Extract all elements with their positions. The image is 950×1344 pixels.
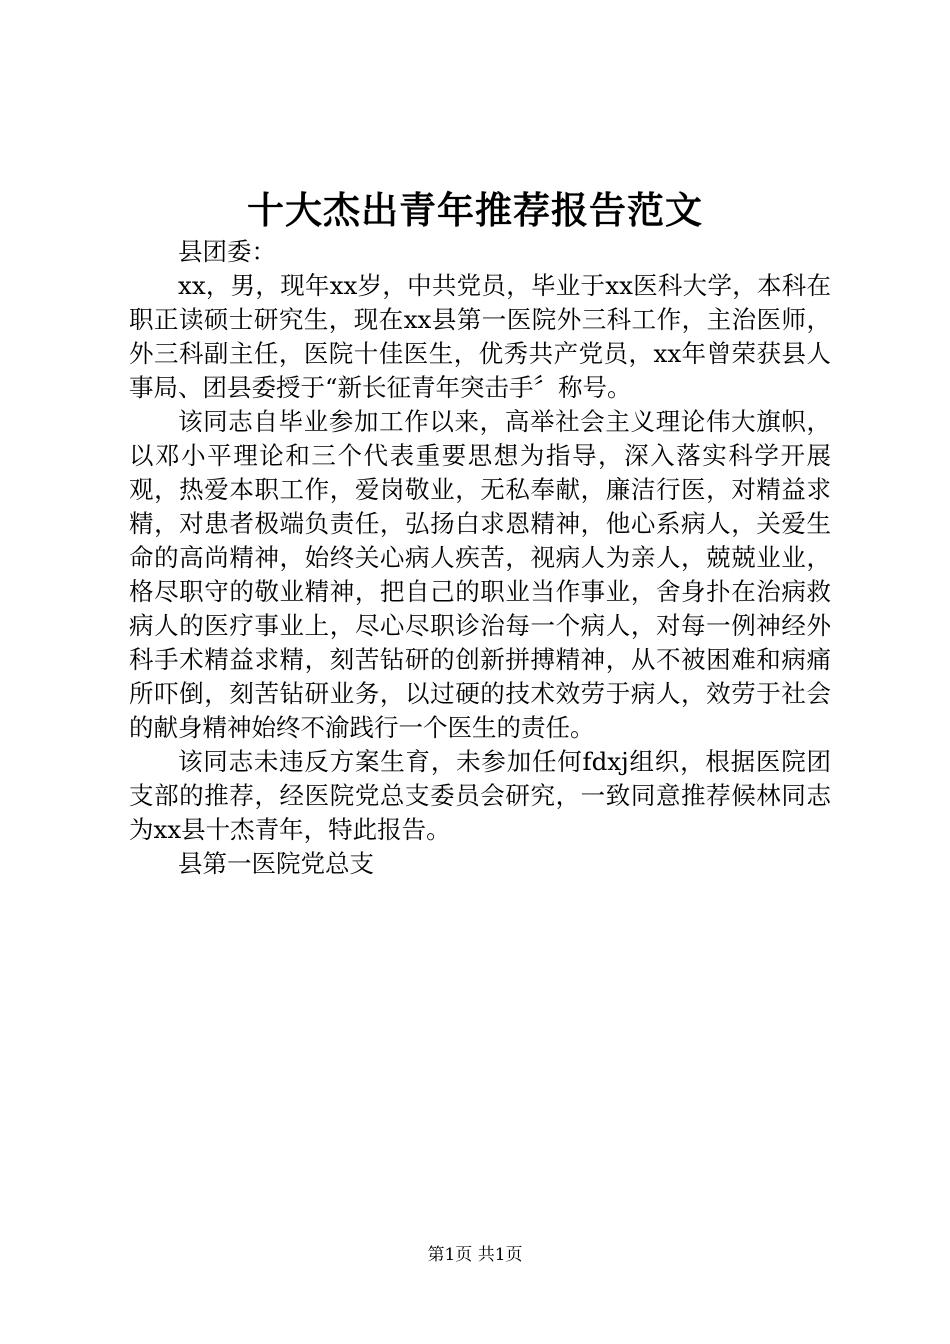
salutation: 县团委： [178,237,276,266]
page-footer: 第1页 共1页 [427,1245,523,1265]
document-title: 十大杰出青年推荐报告范文 [247,188,703,232]
paragraph-1: xx，男，现年xx岁，中共党员，毕业于xx医科大学，本科在职正读硕士研究生，现在xx县第一医院外三科工作，主治医师，外三科副主任，医院十佳医生，优秀共产党员，xx年曾荣获县人事局、团县委授于“新长征青年突击手〞称号。 [129,271,831,402]
paragraph-3: 该同志未违反方案生育，未参加任何fdxj组织，根据医院团支部的推荐，经医院党总支委员会研究，一致同意推荐候林同志为xx县十杰青年，特此报告。 [129,747,831,844]
signature: 县第一医院党总支 [178,849,374,878]
paragraph-2: 该同志自毕业参加工作以来，高举社会主义理论伟大旗帜，以邓小平理论和三个代表重要思想为指导，深入落实科学开展观，热爱本职工作，爱岗敬业，无私奉献，廉洁行医，对精益求精，对患者极端负责任，弘扬白求恩精神，他心系病人，关爱生命的高尚精神，始终关心病人疾苦，视病人为亲人，兢兢业业，格尽职守的敬业精神，把自己的职业当作事业，舍身扑在治病救病人的医疗事业上，尽心尽职诊治每一个病人，对每一例神经外科手术精益求精，刻苦钻研的创新拼搏精神，从不被困难和病痛所吓倒，刻苦钻研业务，以过硬的技术效劳于病人，效劳于社会的献身精神始终不渝践行一个医生的责任。 [129,407,831,742]
document-body [129,235,831,881]
